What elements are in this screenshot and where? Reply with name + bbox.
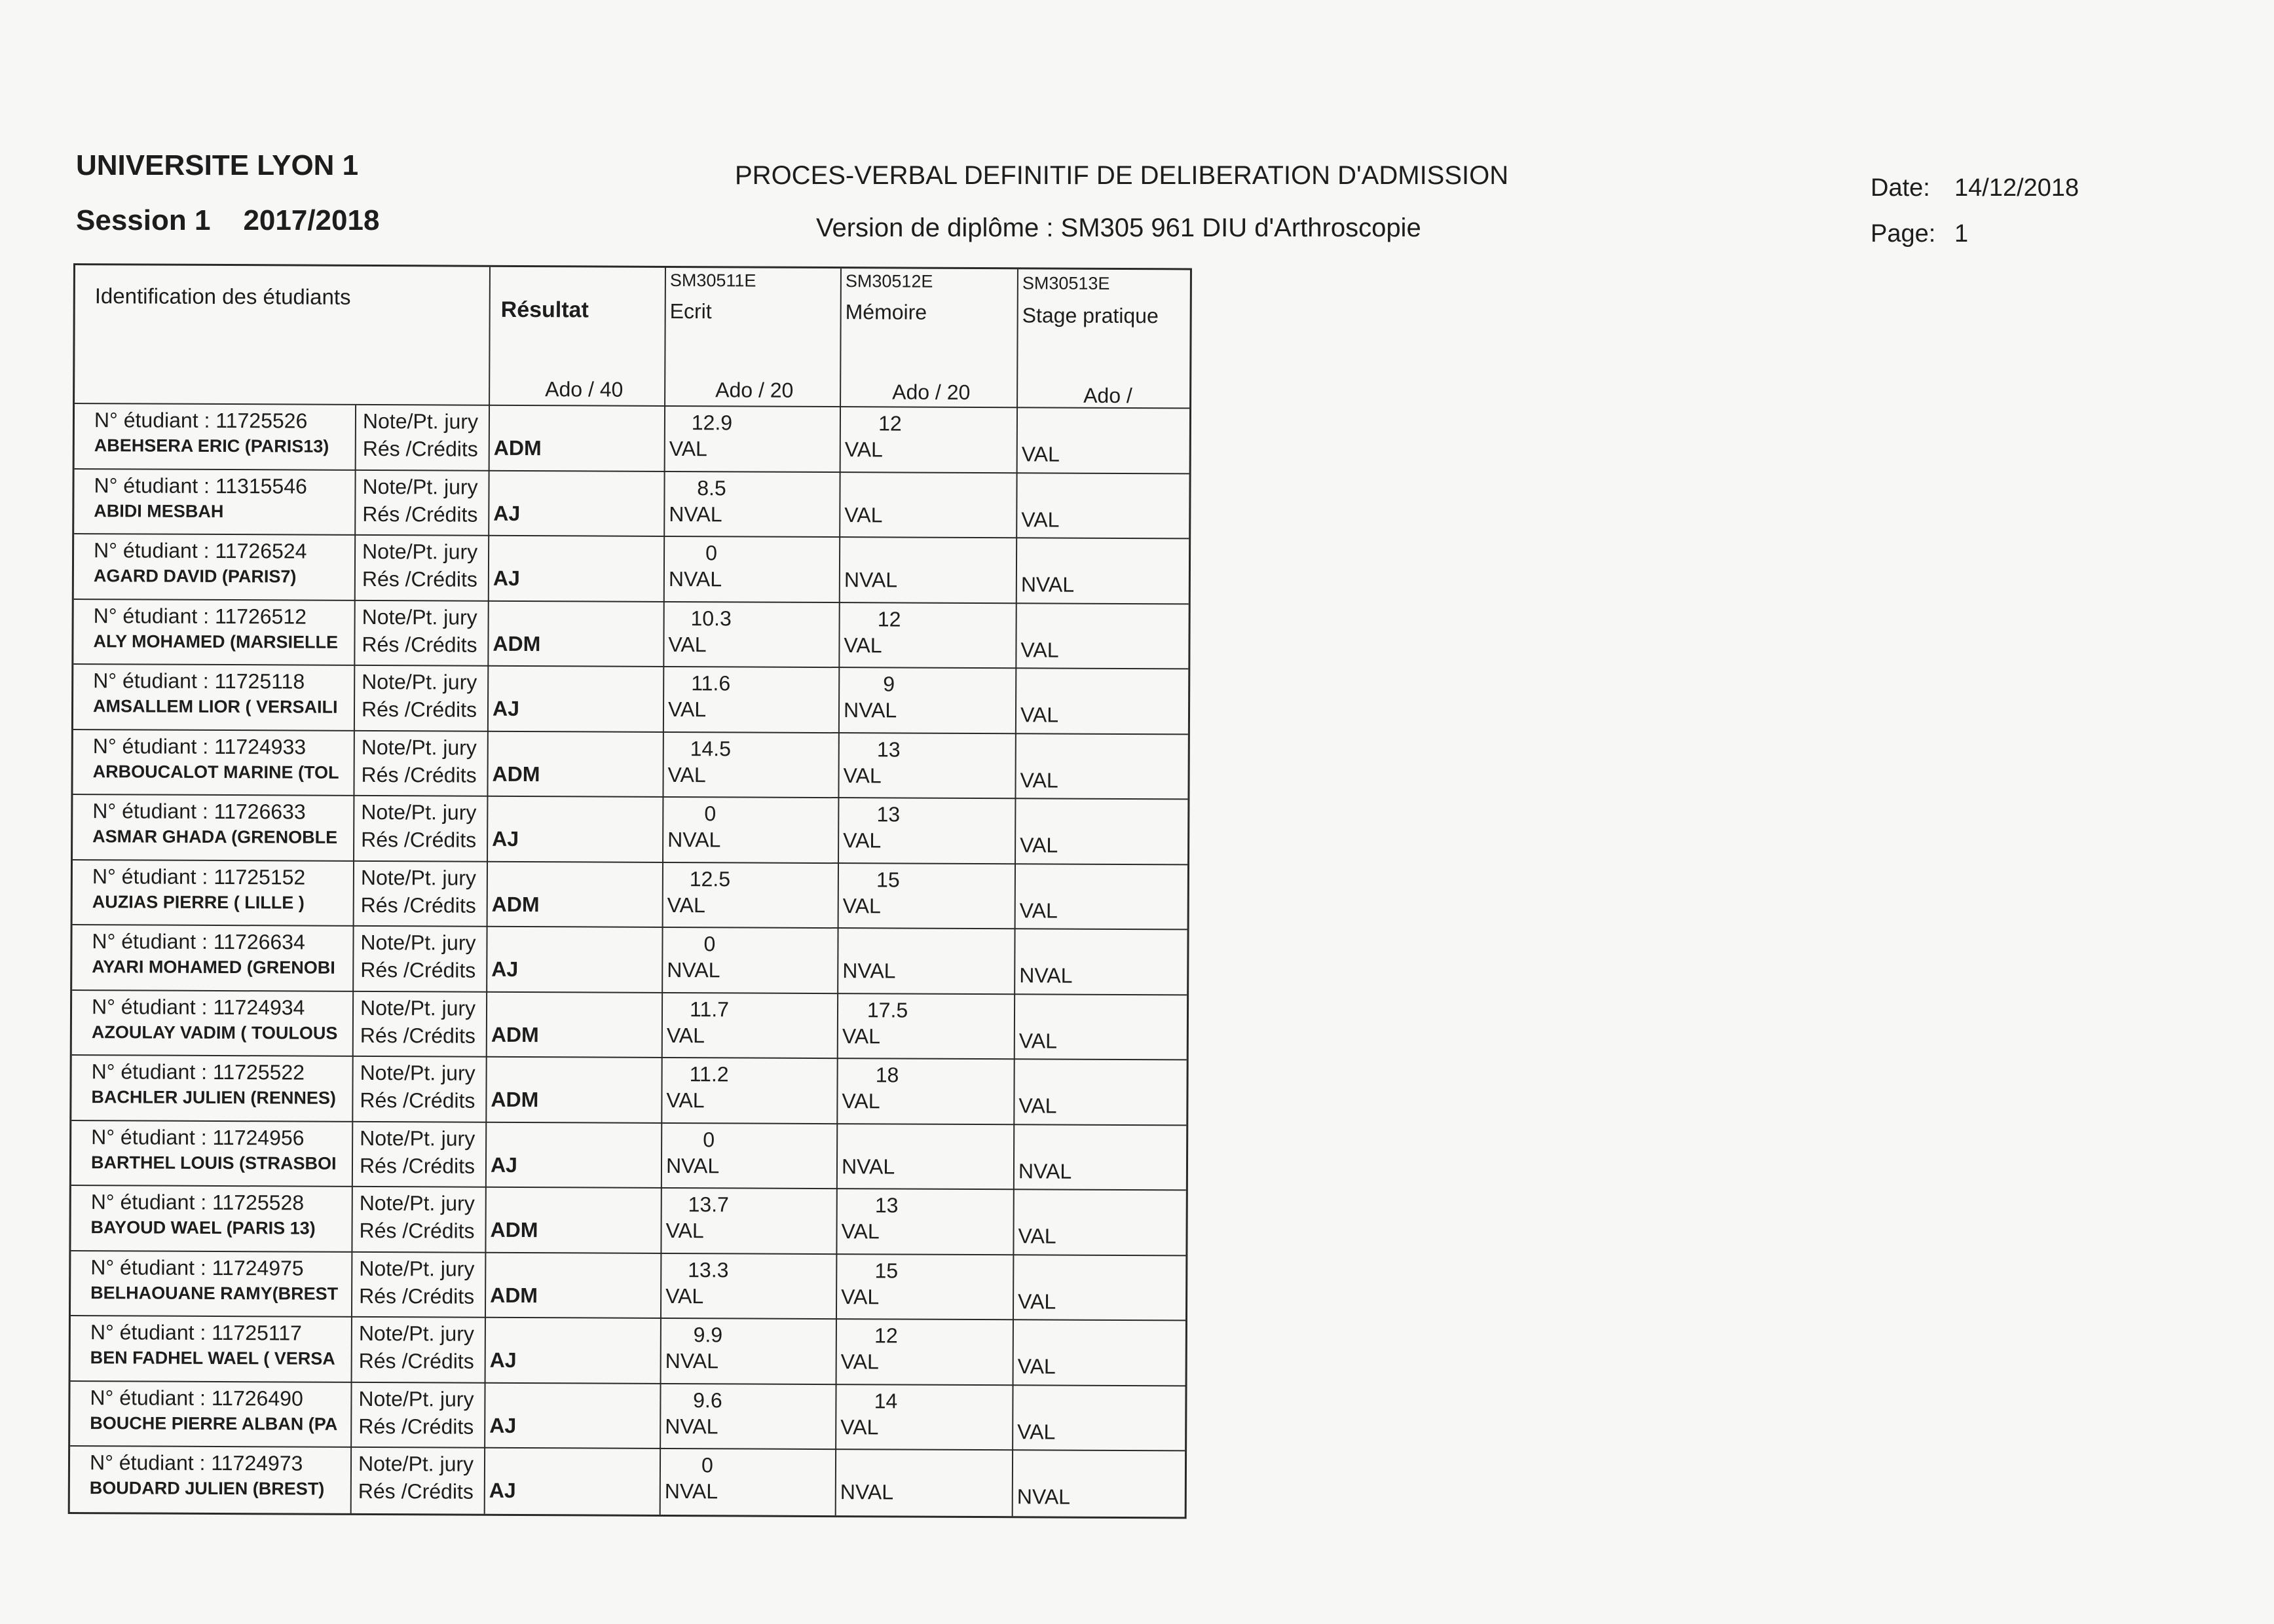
memoire-result: VAL xyxy=(842,1089,880,1113)
ue-label: Mémoire xyxy=(845,300,927,324)
date-label: Date: xyxy=(1871,174,1930,202)
ue-code: SM30513E xyxy=(1022,273,1110,293)
table-row xyxy=(70,1447,1185,1517)
cell-divider xyxy=(354,470,356,536)
ue-label: Stage pratique xyxy=(1022,303,1159,328)
ecrit-note: 0 xyxy=(703,932,716,956)
memoire-note: 13 xyxy=(876,737,901,762)
credits-label: Rés /Crédits xyxy=(359,1283,475,1308)
result-value: ADM xyxy=(492,762,540,786)
result-value: ADM xyxy=(493,631,541,655)
cell-divider xyxy=(352,927,354,992)
note-label: Note/Pt. jury xyxy=(360,930,476,955)
deliberation-table xyxy=(68,263,1192,1519)
result-value: AJ xyxy=(490,1153,517,1177)
ecrit-result: VAL xyxy=(668,632,707,656)
memoire-result: VAL xyxy=(840,1414,879,1439)
memoire-result: VAL xyxy=(841,1219,880,1244)
note-label: Note/Pt. jury xyxy=(359,1190,475,1215)
result-value: AJ xyxy=(492,826,519,851)
memoire-result: VAL xyxy=(844,437,883,462)
session-label: Session 1 xyxy=(76,204,211,236)
student-name: AMSALLEM LIOR ( VERSAILI xyxy=(92,696,338,717)
student-id: N° étudiant : 11726634 xyxy=(92,929,305,954)
ue-scale: Ado / 20 xyxy=(892,380,971,404)
ecrit-result: NVAL xyxy=(668,566,722,591)
stage-result: VAL xyxy=(1020,637,1059,662)
student-name: BACHLER JULIEN (RENNES) xyxy=(91,1087,337,1108)
result-value: ADM xyxy=(493,435,542,460)
student-id: N° étudiant : 11725526 xyxy=(94,408,308,433)
student-name: BOUDARD JULIEN (BREST) xyxy=(89,1478,325,1499)
memoire-note: 13 xyxy=(874,1193,899,1217)
ue-code: SM30512E xyxy=(845,271,933,291)
credits-label: Rés /Crédits xyxy=(359,1218,475,1243)
ecrit-note: 0 xyxy=(704,802,717,826)
credits-label: Rés /Crédits xyxy=(362,502,478,526)
ecrit-result: NVAL xyxy=(667,827,721,852)
student-id: N° étudiant : 11724934 xyxy=(91,994,305,1020)
ecrit-note: 11.6 xyxy=(691,671,731,695)
ecrit-result: VAL xyxy=(667,893,705,917)
memoire-note: 15 xyxy=(876,867,900,892)
result-value: AJ xyxy=(491,957,519,981)
ecrit-note: 12.5 xyxy=(689,866,731,891)
result-value: ADM xyxy=(491,1022,539,1046)
stage-result: VAL xyxy=(1020,767,1058,792)
note-label: Note/Pt. jury xyxy=(358,1321,475,1346)
ecrit-note: 11.7 xyxy=(690,997,730,1021)
student-name: ARBOUCALOT MARINE (TOL xyxy=(92,761,339,783)
result-value: AJ xyxy=(493,566,520,590)
session-year: 2017/2018 xyxy=(243,204,380,236)
credits-label: Rés /Crédits xyxy=(360,1088,475,1113)
session-info xyxy=(76,204,379,237)
memoire-note: 9 xyxy=(883,672,895,696)
stage-result: NVAL xyxy=(1016,1485,1071,1509)
note-label: Note/Pt. jury xyxy=(358,1386,474,1411)
stage-result: VAL xyxy=(1018,1094,1057,1118)
stage-result: VAL xyxy=(1021,442,1060,466)
credits-label: Rés /Crédits xyxy=(362,632,477,657)
memoire-result: VAL xyxy=(843,763,882,787)
ecrit-note: 12.9 xyxy=(691,411,733,435)
note-label: Note/Pt. jury xyxy=(362,409,479,434)
student-name: ALY MOHAMED (MARSIELLE xyxy=(93,631,339,652)
student-name: AUZIAS PIERRE ( LILLE ) xyxy=(92,891,305,913)
ue-label: Ecrit xyxy=(669,299,712,323)
cell-divider xyxy=(350,1382,352,1448)
stage-result: VAL xyxy=(1020,833,1058,857)
memoire-result: VAL xyxy=(844,502,883,526)
credits-label: Rés /Crédits xyxy=(361,697,477,722)
stage-result: VAL xyxy=(1019,898,1058,923)
note-label: Note/Pt. jury xyxy=(362,539,478,564)
ecrit-note: 13.7 xyxy=(688,1192,729,1217)
stage-result: VAL xyxy=(1018,1224,1056,1248)
student-id: N° étudiant : 11726512 xyxy=(93,603,307,629)
table-row xyxy=(73,600,1188,670)
note-label: Note/Pt. jury xyxy=(361,735,477,760)
student-id: N° étudiant : 11724956 xyxy=(91,1124,305,1150)
university-name: UNIVERSITE LYON 1 xyxy=(76,149,359,181)
student-id: N° étudiant : 11724973 xyxy=(89,1450,303,1475)
page-label: Page: xyxy=(1871,220,1936,248)
result-value: AJ xyxy=(492,696,520,720)
student-name: AYARI MOHAMED (GRENOBI xyxy=(92,957,335,978)
ecrit-result: NVAL xyxy=(669,502,722,526)
memoire-result: VAL xyxy=(842,1024,881,1048)
cell-divider xyxy=(352,991,354,1057)
cell-divider xyxy=(351,1318,352,1383)
stage-result: VAL xyxy=(1018,1289,1056,1314)
student-id: N° étudiant : 11726524 xyxy=(94,538,307,563)
page-value: 1 xyxy=(1954,220,1969,248)
cell-divider xyxy=(354,666,355,731)
ue-code: SM30511E xyxy=(669,270,756,291)
memoire-result: NVAL xyxy=(844,568,898,592)
ecrit-result: VAL xyxy=(666,1088,705,1113)
ecrit-result: VAL xyxy=(669,436,707,461)
student-id: N° étudiant : 11726633 xyxy=(92,799,306,824)
ecrit-result: VAL xyxy=(667,697,707,722)
student-name: BEN FADHEL WAEL ( VERSA xyxy=(90,1348,335,1369)
id-column-header: Identification des étudiants xyxy=(94,284,351,309)
note-label: Note/Pt. jury xyxy=(362,669,477,694)
table-row xyxy=(71,1056,1186,1126)
note-label: Note/Pt. jury xyxy=(362,604,477,629)
table-row xyxy=(72,991,1187,1061)
table-row xyxy=(74,470,1189,540)
student-name: AGARD DAVID (PARIS7) xyxy=(93,566,297,587)
table-row xyxy=(73,795,1187,865)
memoire-result: VAL xyxy=(840,1350,879,1374)
cell-divider xyxy=(354,536,356,601)
result-value: ADM xyxy=(491,892,540,916)
result-value: AJ xyxy=(493,501,521,525)
student-id: N° étudiant : 11725118 xyxy=(93,669,305,693)
ecrit-result: VAL xyxy=(665,1218,704,1243)
credits-label: Rés /Crédits xyxy=(362,566,478,591)
student-id: N° étudiant : 11725522 xyxy=(91,1060,305,1084)
credits-label: Rés /Crédits xyxy=(360,893,476,917)
student-id: N° étudiant : 11725528 xyxy=(90,1190,305,1215)
cell-divider xyxy=(354,600,355,666)
cell-divider xyxy=(352,1057,353,1122)
stage-result: VAL xyxy=(1017,1419,1056,1444)
ecrit-note: 0 xyxy=(703,1127,715,1151)
student-id: N° étudiant : 11315546 xyxy=(94,473,307,498)
date-value: 14/12/2018 xyxy=(1954,174,2079,202)
note-label: Note/Pt. jury xyxy=(360,1126,475,1151)
ecrit-result: NVAL xyxy=(665,1348,718,1373)
student-name: BAYOUD WAEL (PARIS 13) xyxy=(90,1217,316,1238)
ecrit-result: VAL xyxy=(666,1023,705,1047)
student-id: N° étudiant : 11725152 xyxy=(92,864,306,889)
student-name: BOUCHE PIERRE ALBAN (PA xyxy=(90,1412,338,1434)
table-row xyxy=(70,1381,1185,1451)
result-value: AJ xyxy=(489,1413,517,1437)
note-label: Note/Pt. jury xyxy=(360,1060,475,1085)
ecrit-note: 9.6 xyxy=(693,1388,722,1412)
memoire-note: 13 xyxy=(876,802,901,826)
ecrit-result: VAL xyxy=(665,1283,704,1308)
memoire-result: NVAL xyxy=(843,698,897,722)
document-title: PROCES-VERBAL DEFINITIF DE DELIBERATION D'ADMISSION xyxy=(735,161,1509,190)
memoire-note: 14 xyxy=(874,1388,898,1413)
stage-result: NVAL xyxy=(1019,963,1073,987)
note-label: Note/Pt. jury xyxy=(362,474,478,499)
student-id: N° étudiant : 11726490 xyxy=(90,1385,303,1411)
credits-label: Rés /Crédits xyxy=(358,1414,474,1439)
stage-result: VAL xyxy=(1021,507,1060,532)
result-value: ADM xyxy=(490,1283,538,1307)
result-value: ADM xyxy=(490,1217,538,1242)
table-row xyxy=(72,925,1187,995)
table-row xyxy=(75,404,1189,474)
note-label: Note/Pt. jury xyxy=(360,865,477,890)
table-row xyxy=(71,1316,1185,1386)
student-name: BARTHEL LOUIS (STRASBOI xyxy=(90,1152,337,1173)
ecrit-note: 9.9 xyxy=(693,1323,723,1347)
student-name: ABEHSERA ERIC (PARIS13) xyxy=(94,435,329,456)
student-name: AZOULAY VADIM ( TOULOUS xyxy=(91,1022,338,1043)
student-id: N° étudiant : 11724933 xyxy=(92,733,307,759)
ecrit-result: NVAL xyxy=(665,1153,720,1177)
note-label: Note/Pt. jury xyxy=(360,995,476,1020)
student-name: BELHAOUANE RAMY(BREST xyxy=(90,1282,339,1304)
cell-divider xyxy=(352,1122,353,1187)
memoire-note: 12 xyxy=(877,606,901,631)
diploma-version: Version de diplôme : SM305 961 DIU d'Arthroscopie xyxy=(816,213,1421,242)
memoire-note: 18 xyxy=(875,1063,899,1087)
table-row xyxy=(74,534,1189,604)
result-value: ADM xyxy=(491,1087,539,1112)
memoire-result: VAL xyxy=(841,1284,880,1308)
note-label: Note/Pt. jury xyxy=(361,800,477,824)
table-row xyxy=(73,730,1187,800)
student-name: ABIDI MESBAH xyxy=(94,500,224,521)
ecrit-note: 14.5 xyxy=(690,736,731,760)
memoire-result: VAL xyxy=(842,893,881,917)
result-scale: Ado / 40 xyxy=(545,377,624,401)
stage-result: NVAL xyxy=(1018,1158,1072,1183)
ecrit-note: 0 xyxy=(705,541,718,565)
ue-scale: Ado / xyxy=(1083,383,1132,408)
credits-label: Rés /Crédits xyxy=(358,1479,474,1504)
table-row xyxy=(73,665,1188,735)
stage-result: VAL xyxy=(1018,1028,1058,1053)
memoire-note: 12 xyxy=(874,1323,898,1348)
memoire-note: 17.5 xyxy=(867,997,908,1022)
ecrit-result: NVAL xyxy=(667,957,720,982)
ue-scale: Ado / 20 xyxy=(715,378,794,402)
student-id: N° étudiant : 11724975 xyxy=(90,1255,304,1280)
memoire-result: VAL xyxy=(844,633,882,657)
credits-label: Rés /Crédits xyxy=(360,1023,475,1048)
ecrit-note: 10.3 xyxy=(690,606,732,630)
table-row xyxy=(71,1186,1185,1256)
memoire-result: NVAL xyxy=(840,1480,894,1504)
cell-divider xyxy=(351,1252,352,1318)
table-row xyxy=(71,1251,1185,1321)
memoire-note: 12 xyxy=(878,411,902,435)
result-value: AJ xyxy=(489,1478,516,1502)
stage-result: VAL xyxy=(1020,703,1059,727)
student-name: ASMAR GHADA (GRENOBLE xyxy=(92,826,338,847)
cell-divider xyxy=(353,861,354,927)
note-label: Note/Pt. jury xyxy=(358,1451,474,1476)
credits-label: Rés /Crédits xyxy=(362,436,478,461)
stage-result: VAL xyxy=(1017,1354,1056,1378)
credits-label: Rés /Crédits xyxy=(361,827,477,852)
ecrit-note: 13.3 xyxy=(688,1257,729,1282)
ecrit-result: VAL xyxy=(667,762,706,786)
credits-label: Rés /Crédits xyxy=(360,957,476,982)
ecrit-note: 11.2 xyxy=(689,1062,729,1086)
credits-label: Rés /Crédits xyxy=(361,762,477,787)
credits-label: Rés /Crédits xyxy=(358,1348,474,1373)
table-row xyxy=(73,860,1187,931)
note-label: Note/Pt. jury xyxy=(359,1256,475,1281)
ecrit-note: 8.5 xyxy=(697,475,726,500)
ecrit-result: NVAL xyxy=(665,1414,718,1438)
cell-divider xyxy=(350,1448,352,1513)
stage-result: NVAL xyxy=(1020,572,1075,597)
ecrit-result: NVAL xyxy=(664,1479,718,1504)
memoire-result: NVAL xyxy=(841,1154,895,1178)
cell-divider xyxy=(353,796,354,862)
student-id: N° étudiant : 11725117 xyxy=(90,1320,302,1345)
result-value: AJ xyxy=(489,1348,517,1372)
ecrit-note: 0 xyxy=(701,1453,713,1477)
memoire-result: VAL xyxy=(843,828,882,853)
cell-divider xyxy=(355,405,356,471)
memoire-result: NVAL xyxy=(842,959,896,983)
credits-label: Rés /Crédits xyxy=(359,1153,475,1178)
cell-divider xyxy=(353,731,354,796)
result-column-header: Résultat xyxy=(500,297,589,323)
table-row xyxy=(71,1121,1186,1191)
cell-divider xyxy=(351,1187,352,1253)
memoire-note: 15 xyxy=(874,1258,899,1283)
